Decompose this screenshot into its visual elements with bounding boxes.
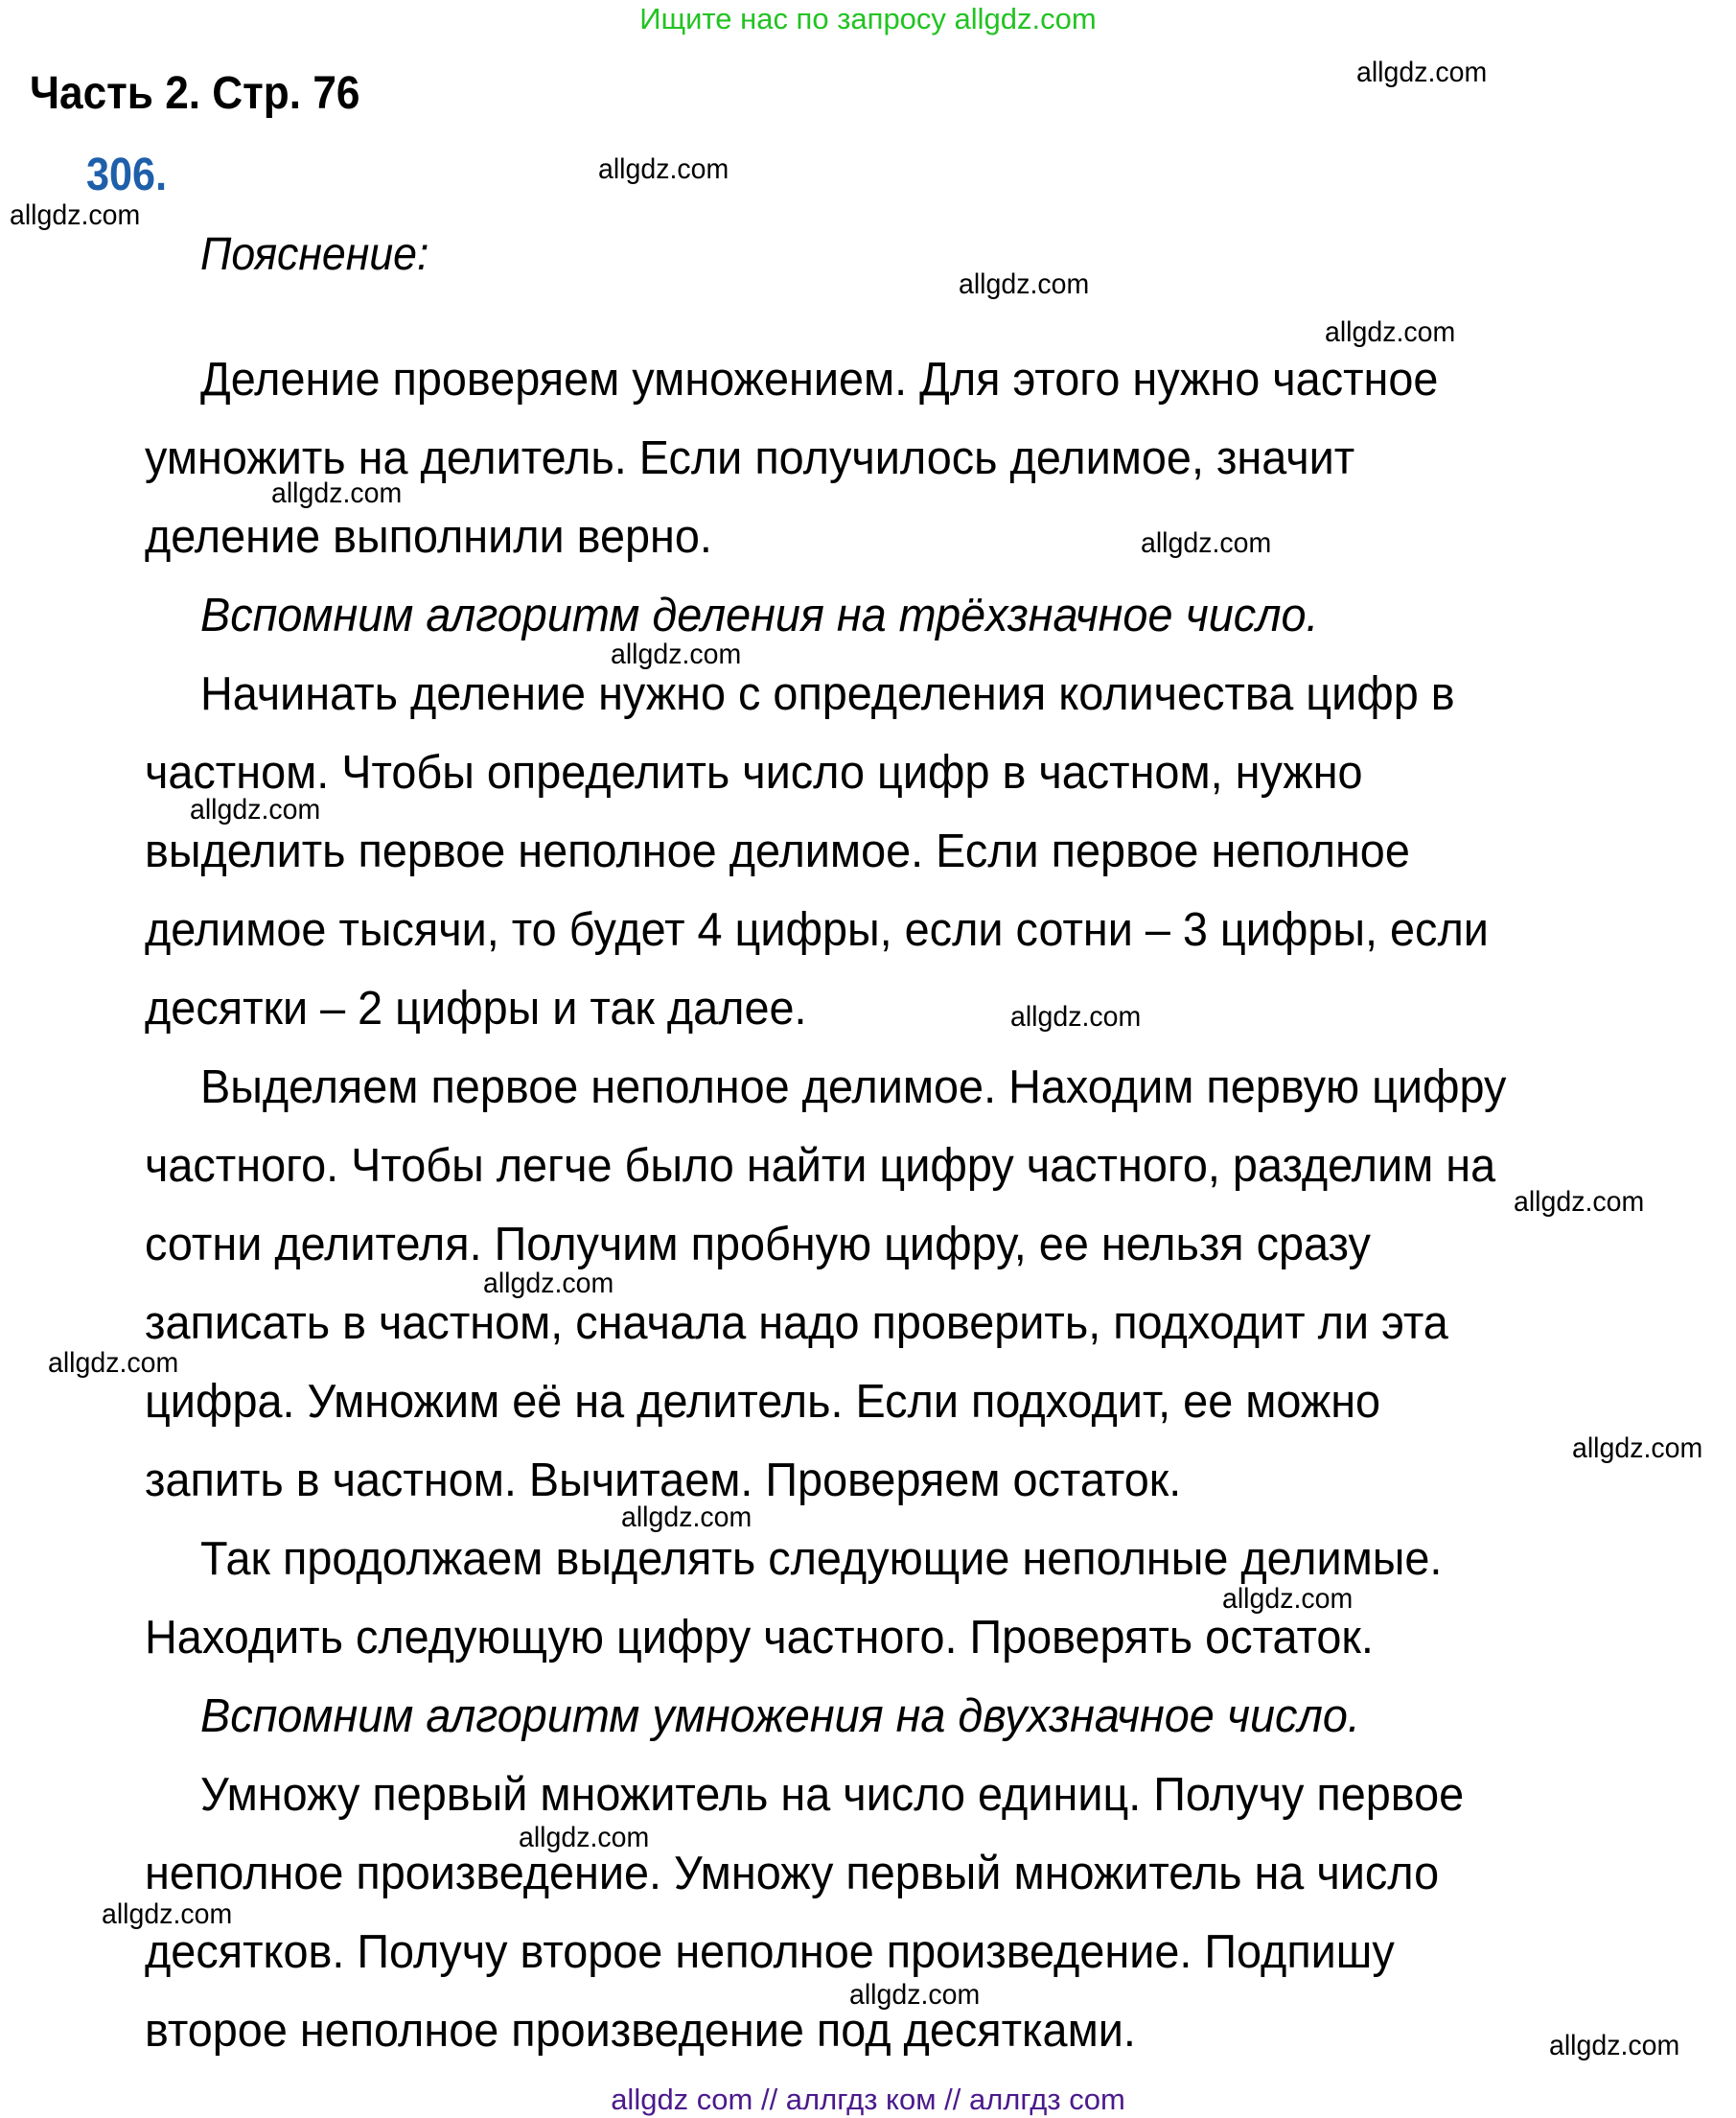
text-line: выделить первое неполное делимое. Если первое неполное: [145, 826, 1410, 877]
text-line: делимое тысячи, то будет 4 цифры, если сотни – 3 цифры, если: [145, 904, 1489, 956]
text-line: Умножу первый множитель на число единиц. Получу первое: [200, 1769, 1465, 1821]
watermark: allgdz.com: [849, 1979, 981, 2011]
watermark: allgdz.com: [1572, 1432, 1703, 1464]
footer-links: allgdz com // аллгдз ком // аллгдз com: [611, 2083, 1125, 2116]
text-line: умножить на делитель. Если получилось делимое, значит: [145, 432, 1355, 484]
watermark: allgdz.com: [611, 639, 742, 670]
watermark: allgdz.com: [621, 1501, 752, 1533]
text-line: частного. Чтобы легче было найти цифру частного, разделим на: [145, 1140, 1496, 1192]
watermark: allgdz.com: [1325, 316, 1456, 348]
watermark: allgdz.com: [959, 268, 1090, 300]
text-line: цифра. Умножим её на делитель. Если подходит, ее можно: [145, 1376, 1381, 1428]
search-banner: Ищите нас по запросу allgdz.com: [639, 2, 1097, 35]
watermark: allgdz.com: [1514, 1186, 1645, 1218]
watermark: allgdz.com: [483, 1268, 614, 1299]
text-line: запить в частном. Вычитаем. Проверяем остаток.: [145, 1455, 1182, 1506]
watermark: allgdz.com: [48, 1347, 179, 1379]
watermark: allgdz.com: [1141, 527, 1272, 559]
watermark: allgdz.com: [190, 794, 321, 826]
text-line: второе неполное произведение под десятками.: [145, 2005, 1136, 2057]
text-line: частном. Чтобы определить число цифр в частном, нужно: [145, 747, 1363, 799]
text-line: неполное произведение. Умножу первый множитель на число: [145, 1848, 1440, 1899]
text-line: деление выполнили верно.: [145, 511, 712, 563]
watermark: allgdz.com: [519, 1822, 650, 1853]
watermark: allgdz.com: [1356, 57, 1488, 88]
text-line: Вспомним алгоритм деления на трёхзначное число.: [200, 590, 1319, 641]
text-line: Начинать деление нужно с определения количества цифр в: [200, 668, 1455, 720]
watermark: allgdz.com: [1549, 2030, 1680, 2061]
watermark: allgdz.com: [1010, 1001, 1142, 1033]
text-line: Деление проверяем умножением. Для этого нужно частное: [200, 354, 1439, 406]
text-line: Выделяем первое неполное делимое. Находим первую цифру: [200, 1061, 1507, 1113]
page-title: Часть 2. Стр. 76: [30, 68, 360, 119]
watermark: allgdz.com: [271, 477, 403, 509]
watermark: allgdz.com: [598, 153, 729, 185]
text-line: Находить следующую цифру частного. Проверять остаток.: [145, 1612, 1374, 1664]
text-line: десятков. Получу второе неполное произведение. Подпишу: [145, 1926, 1395, 1978]
text-line: десятки – 2 цифры и так далее.: [145, 983, 807, 1035]
text-line: Так продолжаем выделять следующие неполные делимые.: [200, 1533, 1443, 1585]
watermark: allgdz.com: [102, 1898, 233, 1930]
watermark: allgdz.com: [10, 199, 141, 231]
watermark: allgdz.com: [1222, 1583, 1354, 1615]
text-line: сотни делителя. Получим пробную цифру, ее нельзя сразу: [145, 1219, 1371, 1270]
explanation-label: Пояснение:: [200, 229, 429, 280]
text-line: Вспомним алгоритм умножения на двухзначное число.: [200, 1690, 1360, 1742]
task-number: 306.: [86, 150, 168, 200]
text-line: записать в частном, сначала надо проверить, подходит ли эта: [145, 1297, 1448, 1349]
